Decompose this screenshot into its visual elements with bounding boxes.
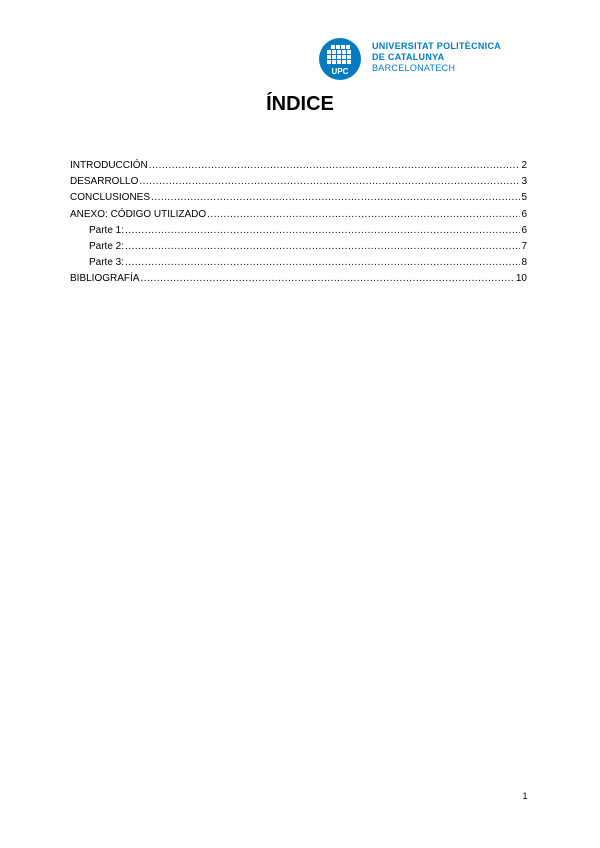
page-number: 1 bbox=[522, 791, 528, 801]
toc-dot-leader bbox=[151, 190, 520, 206]
toc-dot-leader bbox=[125, 239, 520, 255]
logo-line-3: BARCELONATECH bbox=[372, 63, 456, 73]
toc-dot-leader bbox=[125, 255, 520, 271]
toc-entry-label: CONCLUSIONES bbox=[70, 192, 151, 204]
toc-entry-label: BIBLIOGRAFÍA bbox=[70, 273, 140, 285]
toc-entry-page: 6 bbox=[521, 224, 527, 236]
logo-line-2: DE CATALUNYA bbox=[372, 52, 445, 62]
toc-entry[interactable] bbox=[70, 239, 527, 255]
table-of-contents bbox=[70, 158, 527, 288]
toc-entry-page: 3 bbox=[521, 176, 527, 188]
toc-entry[interactable] bbox=[70, 190, 527, 206]
toc-entry-label: Parte 2: bbox=[89, 240, 125, 252]
upc-logo-icon bbox=[319, 38, 361, 80]
toc-entry-page: 6 bbox=[521, 208, 527, 220]
page-title: ÍNDICE bbox=[266, 93, 334, 115]
toc-entry[interactable] bbox=[70, 158, 527, 174]
toc-entry-label: Parte 1: bbox=[89, 224, 125, 236]
toc-entry[interactable] bbox=[70, 223, 527, 239]
toc-dot-leader bbox=[139, 174, 520, 190]
logo-mark-text: UPC bbox=[331, 67, 349, 76]
logo-line-1: UNIVERSITAT POLITÈCNICA bbox=[372, 41, 502, 51]
toc-entry[interactable] bbox=[70, 255, 527, 271]
toc-dot-leader bbox=[125, 223, 520, 239]
logo-wordmark bbox=[372, 41, 501, 74]
toc-dot-leader bbox=[207, 207, 520, 223]
toc-entry-page: 2 bbox=[521, 160, 527, 171]
toc-entry[interactable] bbox=[70, 207, 527, 223]
toc-entry-label: Parte 3: bbox=[89, 257, 125, 269]
toc-dot-leader bbox=[149, 158, 521, 174]
toc-entry-label: ANEXO: CÓDIGO UTILIZADO bbox=[70, 208, 207, 220]
toc-entry-page: 5 bbox=[521, 192, 527, 204]
toc-entry-label: DESARROLLO bbox=[70, 176, 139, 188]
toc-entry-page: 7 bbox=[521, 240, 527, 252]
toc-entry[interactable] bbox=[70, 271, 527, 287]
university-logo bbox=[319, 38, 534, 82]
toc-entry-page: 10 bbox=[515, 273, 527, 285]
toc-entry-label: INTRODUCCIÓN bbox=[70, 160, 148, 171]
toc-entry[interactable] bbox=[70, 174, 527, 190]
toc-dot-leader bbox=[140, 271, 514, 287]
toc-entry-page: 8 bbox=[521, 257, 527, 269]
